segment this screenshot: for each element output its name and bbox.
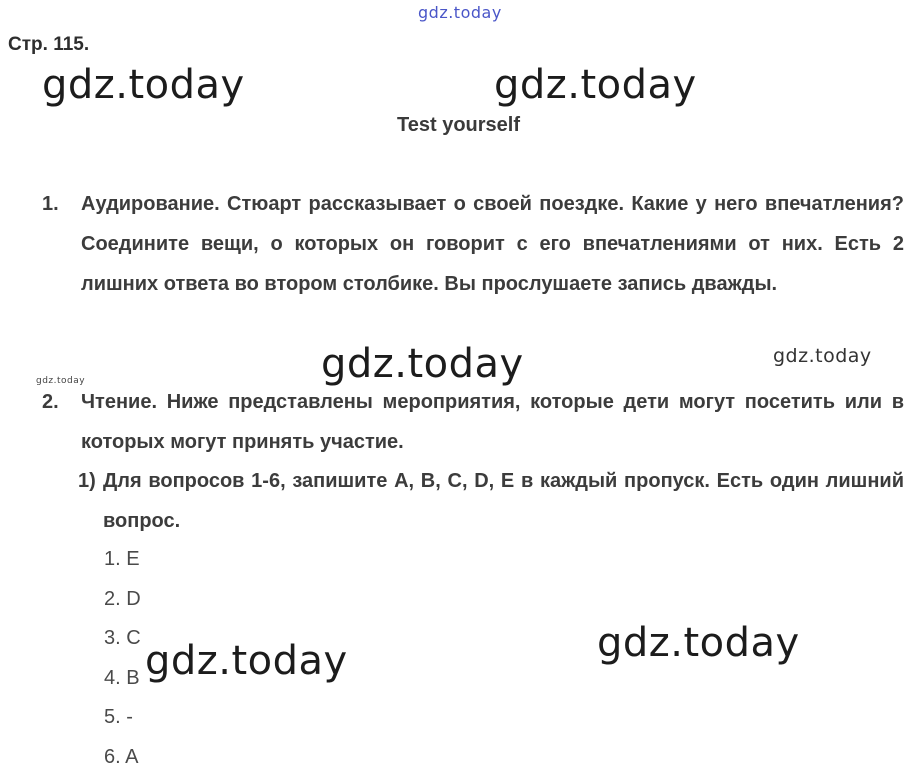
watermark: gdz.today [773, 345, 872, 367]
answer-list [104, 540, 141, 778]
subtask-text: Для вопросов 1-6, запишите A, B, C, D, E в каждый пропуск. Есть один лишний вопрос. [103, 470, 904, 532]
answer-item: 2. D [104, 587, 141, 610]
watermark: gdz.today [42, 62, 245, 108]
task-2 [42, 382, 904, 462]
watermark: gdz.today [321, 341, 524, 387]
answer-item: 4. B [104, 666, 140, 689]
answer-item: 6. A [104, 745, 139, 768]
watermark-top: gdz.today [418, 3, 502, 22]
task-number: 2. [42, 391, 59, 413]
watermark: gdz.today [494, 62, 697, 108]
answer-item: 3. C [104, 627, 141, 650]
subtask-number: 1) [78, 470, 96, 492]
watermark: gdz.today [36, 376, 86, 386]
task-number: 1. [42, 193, 59, 215]
page-reference: Стр. 115. [8, 34, 90, 55]
task-text: Аудирование. Стюарт рассказывает о своей поездке. Какие у него впечатления? Соедините вещи, о которых он говорит с его впечатлениями от них. Есть 2 лишних ответа во втором столбике. Вы прослушаете запись дважды. [81, 193, 904, 295]
answer-item: 1. E [104, 548, 140, 570]
answer-item: 5. - [104, 706, 133, 729]
section-title: Test yourself [397, 114, 520, 136]
task-text: Чтение. Ниже представлены мероприятия, которые дети могут посетить или в которых могут принять участие. [81, 391, 904, 453]
watermark: gdz.today [597, 620, 800, 666]
watermark: gdz.today [145, 638, 348, 684]
task-1 [42, 184, 904, 344]
subtask-1 [78, 461, 904, 541]
